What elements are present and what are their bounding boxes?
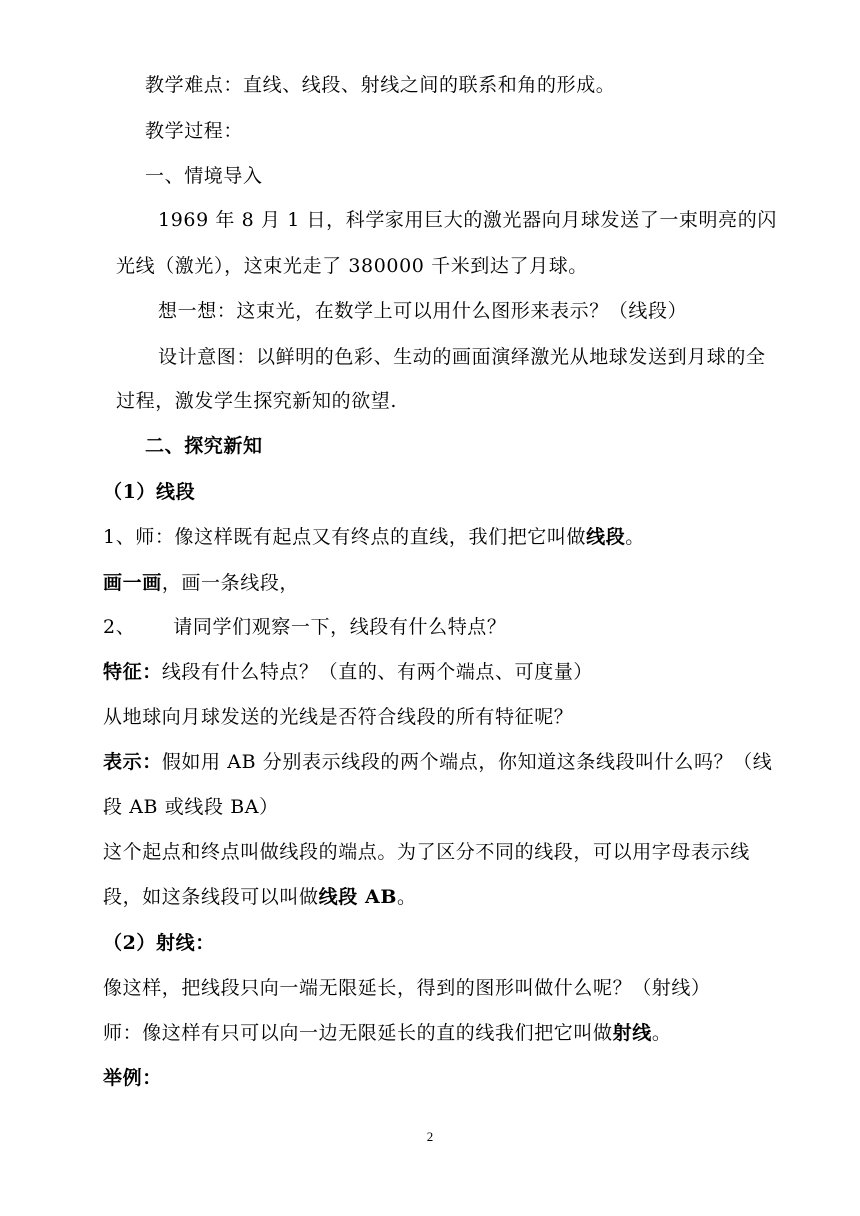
section-1-heading: 一、情境导入 [145,165,263,187]
example-heading: 举例： [103,1067,162,1089]
teaching-process-heading: 教学过程： [145,120,244,142]
represent-text-1: 假如用 AB 分别表示线段的两个端点，你知道这条线段叫什么吗？（线 [161,751,773,773]
intro-paragraph-line-2: 光线（激光），这束光走了 380000 千米到达了月球。 [116,255,588,277]
representation-line-2: 段 AB 或线段 BA） [103,796,279,818]
subsection-segment-heading: （1）线段 [103,481,196,503]
design-intent-line-2: 过程，激发学生探究新知的欲望. [116,390,398,412]
ray-definition-line [103,1021,783,1045]
teacher-segment-definition [103,525,783,549]
draw-label: 画一画 [103,572,162,594]
teaching-difficulty-line: 教学难点：直线、线段、射线之间的联系和角的形成。 [145,74,616,96]
teacher-segment-end: 。 [625,526,645,548]
observe-question-line [103,615,783,639]
think-question-line: 想一想：这束光，在数学上可以用什么图形来表示？（线段） [158,300,688,322]
ray-term: 射线 [612,1022,652,1044]
subsection-ray-heading: （2）射线： [103,932,215,954]
feature-text: 线段有什么特点？（直的、有两个端点、可度量） [161,661,594,683]
design-intent-line-1: 设计意图：以鲜明的色彩、生动的画面演绎激光从地球发送到月球的全 [158,346,766,368]
endpoint-text: 段，如这条线段可以叫做 [103,886,319,908]
teacher-segment-text: 1、师：像这样既有起点又有终点的直线，我们把它叫做 [103,526,587,548]
represent-label: 表示： [103,751,162,773]
feature-label: 特征： [103,661,162,683]
segment-ab-term: 线段 AB [318,886,398,908]
step-2-number: 2、 [103,616,136,638]
draw-a-segment-line [103,571,783,595]
intro-paragraph-line-1: 1969 年 8 月 1 日，科学家用巨大的激光器向月球发送了一束明亮的闪 [158,209,777,231]
draw-text: ，画一条线段， [161,572,300,594]
endpoint-end: 。 [397,886,417,908]
light-segment-question: 从地球向月球发送的光线是否符合线段的所有特征呢？ [103,706,574,728]
section-2-heading: 二、探究新知 [145,435,263,457]
endpoint-explanation-line-1: 这个起点和终点叫做线段的端点。为了区分不同的线段，可以用字母表示线 [103,841,750,863]
page-number: 2 [426,1129,434,1144]
endpoint-explanation-line-2 [103,885,783,909]
segment-term: 线段 [586,526,626,548]
ray-definition-end: 。 [651,1022,672,1044]
feature-line [103,660,783,684]
representation-line-1 [103,750,783,774]
ray-definition-text: 师：像这样有只可以向一边无限延长的直的线我们把它叫做 [103,1022,613,1044]
step-2-text: 请同学们观察一下，线段有什么特点？ [173,616,507,638]
ray-question-line: 像这样，把线段只向一端无限延长，得到的图形叫做什么呢？（射线） [103,977,711,999]
